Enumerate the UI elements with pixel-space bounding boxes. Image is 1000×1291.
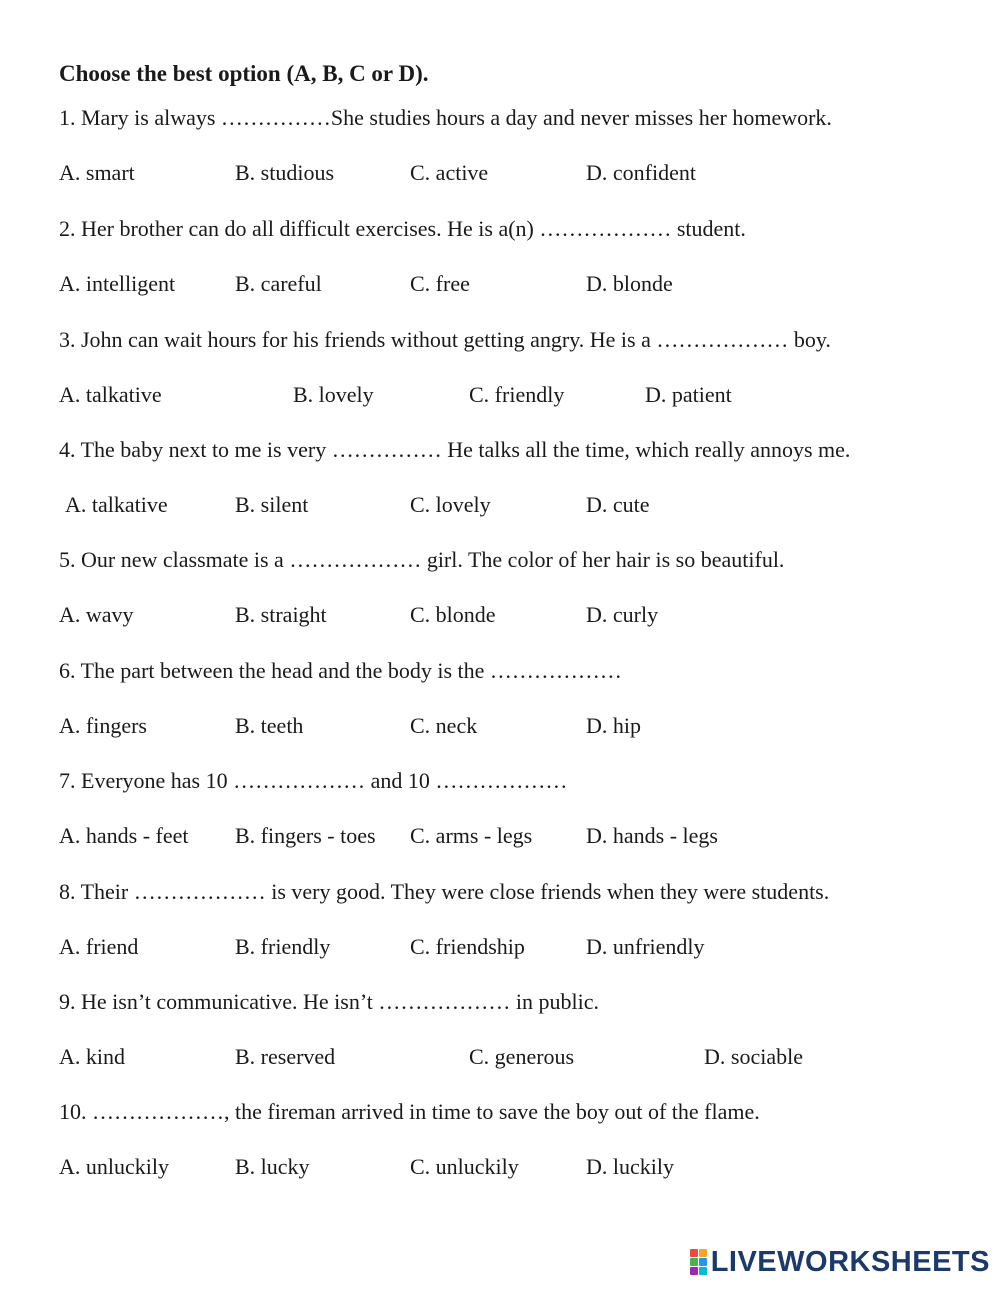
question-3-option-d[interactable]: D. patient [645, 382, 732, 407]
question-2-text: 2. Her brother can do all difficult exercises. He is a(n) ……………… student. [59, 216, 746, 241]
question-5-option-a[interactable]: A. wavy [59, 602, 134, 627]
question-8-option-a[interactable]: A. friend [59, 934, 139, 959]
question-9-option-b[interactable]: B. reserved [235, 1044, 336, 1069]
logo-mark-square [690, 1249, 698, 1257]
question-1-option-a[interactable]: A. smart [59, 160, 135, 185]
question-4-option-c[interactable]: C. lovely [410, 492, 491, 517]
question-6-text: 6. The part between the head and the body is the ……………… [59, 658, 622, 683]
question-10-text: 10. ………………, the fireman arrived in time to save the boy out of the flame. [59, 1099, 760, 1124]
question-1-option-d[interactable]: D. confident [586, 160, 696, 185]
logo-mark-square [690, 1267, 698, 1275]
question-7-option-d[interactable]: D. hands - legs [586, 823, 718, 848]
question-8-text: 8. Their ……………… is very good. They were close friends when they were students. [59, 879, 830, 904]
question-9-text: 9. He isn’t communicative. He isn’t ……………… in public. [59, 989, 599, 1014]
question-6-option-b[interactable]: B. teeth [235, 713, 304, 738]
question-7-option-a[interactable]: A. hands - feet [59, 823, 189, 848]
question-10-option-c[interactable]: C. unluckily [410, 1154, 519, 1179]
question-2-option-c[interactable]: C. free [410, 271, 470, 296]
question-6-option-d[interactable]: D. hip [586, 713, 641, 738]
liveworksheets-mark-icon [690, 1249, 707, 1275]
logo-mark-square [699, 1267, 707, 1275]
logo-text: LIVEWORKSHEETS [710, 1245, 990, 1278]
question-2-option-d[interactable]: D. blonde [586, 271, 673, 296]
logo-mark-square [699, 1258, 707, 1266]
question-7-option-c[interactable]: C. arms - legs [410, 823, 533, 848]
question-9-option-c[interactable]: C. generous [469, 1044, 575, 1069]
question-5-option-d[interactable]: D. curly [586, 602, 659, 627]
question-2-option-a[interactable]: A. intelligent [59, 271, 176, 296]
question-9-option-a[interactable]: A. kind [59, 1044, 125, 1069]
question-8-option-d[interactable]: D. unfriendly [586, 934, 705, 959]
logo-mark-square [699, 1249, 707, 1257]
question-9-option-d[interactable]: D. sociable [704, 1044, 803, 1069]
question-5-text: 5. Our new classmate is a ……………… girl. The color of her hair is so beautiful. [59, 547, 785, 572]
liveworksheets-logo [690, 1245, 990, 1279]
question-3-option-b[interactable]: B. lovely [293, 382, 374, 407]
question-4-text: 4. The baby next to me is very …………… He talks all the time, which really annoys me. [59, 437, 851, 462]
question-1-option-c[interactable]: C. active [410, 160, 489, 185]
question-7-option-b[interactable]: B. fingers - toes [235, 823, 376, 848]
question-10-option-b[interactable]: B. lucky [235, 1154, 310, 1179]
question-1-option-b[interactable]: B. studious [235, 160, 335, 185]
logo-mark-square [690, 1258, 698, 1266]
question-3-text: 3. John can wait hours for his friends without getting angry. He is a ……………… boy. [59, 327, 831, 352]
question-10-option-d[interactable]: D. luckily [586, 1154, 674, 1179]
question-3-option-a[interactable]: A. talkative [59, 382, 162, 407]
question-3-option-c[interactable]: C. friendly [469, 382, 565, 407]
question-4-option-a[interactable]: A. talkative [65, 492, 168, 517]
question-1-text: 1. Mary is always ……………She studies hours a day and never misses her homework. [59, 105, 832, 130]
question-5-option-c[interactable]: C. blonde [410, 602, 496, 627]
question-7-text: 7. Everyone has 10 ……………… and 10 ……………… [59, 768, 568, 793]
question-8-option-b[interactable]: B. friendly [235, 934, 331, 959]
question-8-option-c[interactable]: C. friendship [410, 934, 525, 959]
question-6-option-a[interactable]: A. fingers [59, 713, 147, 738]
question-10-option-a[interactable]: A. unluckily [59, 1154, 169, 1179]
question-6-option-c[interactable]: C. neck [410, 713, 478, 738]
question-4-option-d[interactable]: D. cute [586, 492, 650, 517]
question-4-option-b[interactable]: B. silent [235, 492, 309, 517]
question-2-option-b[interactable]: B. careful [235, 271, 322, 296]
worksheet-title: Choose the best option (A, B, C or D). [59, 61, 429, 86]
question-5-option-b[interactable]: B. straight [235, 602, 327, 627]
